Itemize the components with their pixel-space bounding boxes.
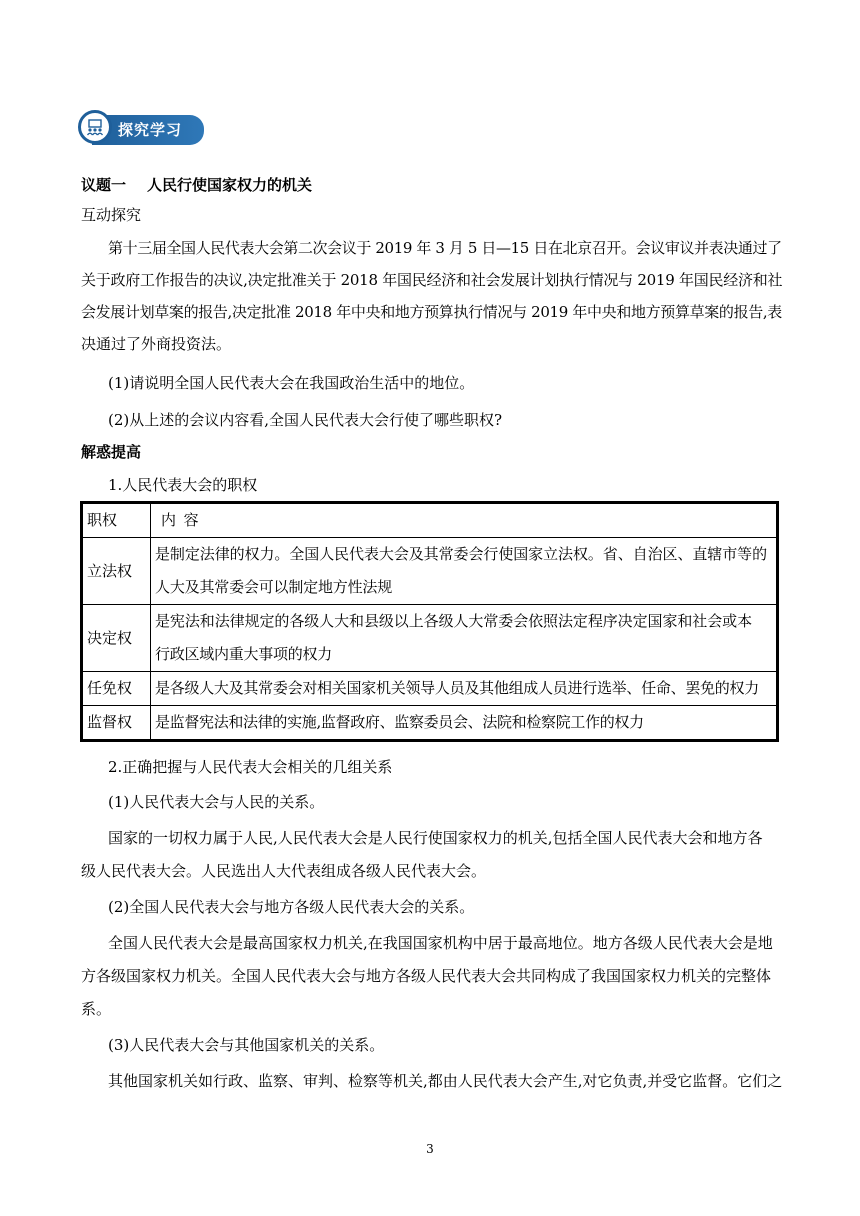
cell-line: 是宪法和法律规定的各级人大和县级以上各级人大常委会依照法定程序决定国家和社会或本 [155, 612, 753, 630]
table-cell-name: 任免权 [82, 672, 151, 706]
table-header-cell: 内 容 [151, 503, 778, 538]
cell-line: 人大及其常委会可以制定地方性法规 [155, 578, 393, 596]
table-row [82, 538, 778, 605]
subheading-2: 2.正确把握与人民代表大会相关的几组关系 [108, 758, 393, 776]
cell-line: 行政区域内重大事项的权力 [155, 645, 333, 663]
table-cell-name: 立法权 [82, 538, 151, 605]
paragraph-line: 级人民代表大会。人民选出人大代表组成各级人民代表大会。 [81, 862, 487, 880]
topic-title: 人民行使国家权力的机关 [147, 176, 313, 194]
table-cell-content: 是监督宪法和法律的实施,监督政府、监察委员会、法院和检察院工作的权力 [151, 706, 778, 741]
page-number: 3 [426, 1142, 434, 1156]
table-cell-content [151, 538, 778, 605]
topic-number: 议题一 [81, 176, 127, 194]
paragraph-line: 方各级国家权力机关。全国人民代表大会与地方各级人民代表大会共同构成了我国国家权力机关的完整体 [81, 967, 772, 985]
table-header-cell: 职权 [82, 503, 151, 538]
interactive-heading: 互动探究 [81, 206, 142, 224]
topic-heading [81, 174, 312, 195]
table-row [82, 605, 778, 672]
paragraph-line: 决通过了外商投资法。 [81, 335, 232, 353]
table-row [82, 706, 778, 741]
table-header-row [82, 503, 778, 538]
relation-2-title: (2)全国人民代表大会与地方各级人民代表大会的关系。 [108, 898, 475, 916]
table-cell-name: 决定权 [82, 605, 151, 672]
question-2: (2)从上述的会议内容看,全国人民代表大会行使了哪些职权? [108, 411, 503, 429]
paragraph-line: 其他国家机关如行政、监察、审判、检察等机关,都由人民代表大会产生,对它负责,并受它监督。它们之 [108, 1072, 783, 1090]
table-cell-content: 是各级人大及其常委会对相关国家机关领导人员及其他组成人员进行选举、任命、罢免的权力 [151, 672, 778, 706]
paragraph-line: 国家的一切权力属于人民,人民代表大会是人民行使国家权力的机关,包括全国人民代表大会和地方各 [108, 829, 763, 847]
people-meeting-icon [78, 110, 112, 144]
paragraph-line: 会发展计划草案的报告,决定批准 2018 年中央和地方预算执行情况与 2019 年中央和地方预算草案的报告,表 [81, 303, 782, 321]
section-banner [78, 110, 204, 146]
relation-3-title: (3)人民代表大会与其他国家机关的关系。 [108, 1036, 385, 1054]
paragraph-line: 第十三届全国人民代表大会第二次会议于 2019 年 3 月 5 日—15 日在北京召开。会议审议并表决通过了 [108, 239, 782, 257]
relation-1-title: (1)人民代表大会与人民的关系。 [108, 793, 325, 811]
cell-line: 是制定法律的权力。全国人民代表大会及其常委会行使国家立法权。省、自治区、直辖市等的 [155, 545, 768, 563]
paragraph-line: 全国人民代表大会是最高国家权力机关,在我国国家机构中居于最高地位。地方各级人民代表大会是地 [108, 934, 773, 952]
table-row [82, 672, 778, 706]
paragraph-line: 系。 [81, 1000, 112, 1018]
question-1: (1)请说明全国人民代表大会在我国政治生活中的地位。 [108, 374, 475, 392]
rights-table [80, 501, 779, 742]
paragraph-line: 关于政府工作报告的决议,决定批准关于 2018 年国民经济和社会发展计划执行情况与 2019 年国民经济和社 [81, 271, 783, 289]
banner-label: 探究学习 [118, 121, 183, 139]
analysis-heading: 解惑提高 [81, 443, 142, 461]
subheading-1: 1.人民代表大会的职权 [108, 476, 258, 494]
table-cell-name: 监督权 [82, 706, 151, 741]
table-cell-content [151, 605, 778, 672]
